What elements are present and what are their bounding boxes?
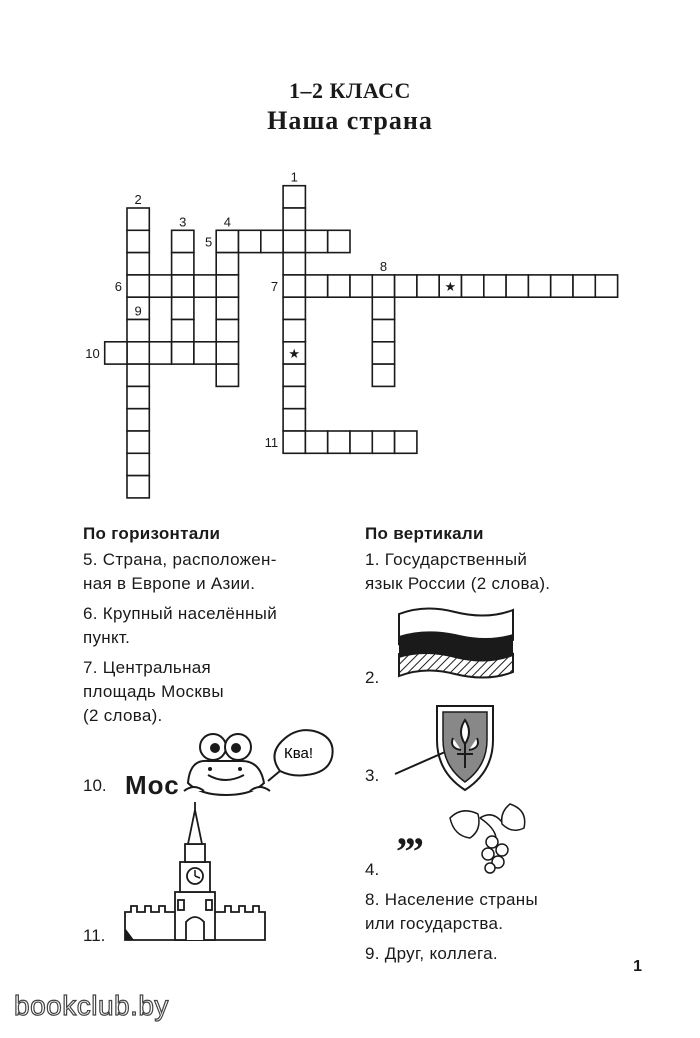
clue-3-number: 3. — [365, 766, 380, 785]
crossword-cell[interactable] — [172, 230, 194, 252]
crossword-cell[interactable] — [372, 320, 394, 342]
crossword-cell[interactable] — [372, 431, 394, 453]
crossword-cell[interactable] — [305, 275, 327, 297]
clue-10-text: Мос — [125, 770, 180, 800]
crossword-cell[interactable] — [194, 275, 216, 297]
crossword-cell[interactable] — [127, 476, 149, 498]
crossword-cell[interactable] — [216, 253, 238, 275]
star-icon: ★ — [288, 345, 301, 361]
crossword-cell[interactable] — [216, 342, 238, 364]
crossword-cell[interactable] — [328, 275, 350, 297]
crossword-cell[interactable] — [172, 297, 194, 319]
kremlin-tower-icon — [120, 800, 270, 945]
down-clues-bottom — [365, 888, 635, 972]
crossword-cell[interactable] — [283, 364, 305, 386]
clue-number-4: 4 — [223, 214, 231, 230]
crossword-cell[interactable] — [216, 364, 238, 386]
frog-speech: Ква! — [284, 745, 314, 762]
crossword-cell[interactable] — [283, 386, 305, 408]
crossword-cell[interactable] — [283, 409, 305, 431]
crossword-cell[interactable] — [149, 342, 171, 364]
crossword-cell[interactable] — [395, 275, 417, 297]
crossword-cell[interactable] — [328, 431, 350, 453]
across-clues — [83, 522, 353, 734]
clue-11-number: 11. — [83, 926, 106, 945]
crossword-cell[interactable] — [528, 275, 550, 297]
crossword-cell[interactable] — [216, 297, 238, 319]
russian-flag-icon — [395, 600, 520, 690]
clue-4-number: 4. — [365, 860, 380, 879]
crossword-cell[interactable] — [127, 409, 149, 431]
clue-number-10: 10 — [85, 345, 100, 361]
crossword-cell[interactable] — [283, 275, 305, 297]
clue-8: 8. Население страны или государства. — [365, 890, 538, 933]
crossword-cell[interactable] — [127, 364, 149, 386]
crossword-cell[interactable] — [372, 364, 394, 386]
clue-number-7: 7 — [270, 279, 279, 295]
crossword-cell[interactable] — [551, 275, 573, 297]
crossword-cell[interactable] — [372, 275, 394, 297]
clue-number-6: 6 — [114, 279, 122, 295]
crossword-cell[interactable] — [261, 230, 283, 252]
star-icon: ★ — [444, 279, 457, 295]
crossword-cell[interactable] — [149, 275, 171, 297]
crossword-cell[interactable] — [194, 342, 216, 364]
crossword-cell[interactable] — [127, 275, 149, 297]
clue-number-11: 11 — [264, 435, 279, 451]
crossword-cell[interactable] — [127, 342, 149, 364]
crossword-cell[interactable] — [595, 275, 617, 297]
crossword-cell[interactable] — [216, 230, 238, 252]
clue-number-3: 3 — [179, 214, 187, 230]
grade-heading: 1–2 КЛАСС — [289, 78, 411, 103]
crossword-cell[interactable] — [283, 208, 305, 230]
crossword-cell[interactable] — [283, 186, 305, 208]
clue-1: 1. Государственный язык России (2 слова). — [365, 550, 551, 593]
crossword-cell[interactable] — [417, 275, 439, 297]
page-title: Наша страна — [267, 106, 433, 135]
crossword-cell[interactable] — [395, 431, 417, 453]
crossword-cell[interactable] — [172, 320, 194, 342]
clue-number-1: 1 — [290, 169, 298, 185]
crossword-cell[interactable] — [283, 320, 305, 342]
crossword-cell[interactable] — [105, 342, 127, 364]
down-clues — [365, 522, 635, 602]
crossword-cell[interactable] — [127, 431, 149, 453]
crossword-cell[interactable] — [216, 320, 238, 342]
crossword-cell[interactable] — [283, 230, 305, 252]
watermark: bookclub.by — [14, 990, 169, 1021]
clue-number-5: 5 — [204, 234, 213, 250]
clue-number-9: 9 — [134, 303, 142, 319]
clue-6: 6. Крупный населённый пункт. — [83, 604, 277, 647]
crossword-cell[interactable] — [350, 431, 372, 453]
clue-10-number: 10. — [83, 776, 107, 795]
clue-2-number: 2. — [365, 668, 380, 687]
speech-bubble — [268, 730, 333, 781]
crossword-cell[interactable] — [127, 386, 149, 408]
across-heading: По горизонтали — [83, 524, 221, 543]
crossword-cell[interactable] — [172, 275, 194, 297]
crossword-cell[interactable] — [573, 275, 595, 297]
crossword-cell[interactable] — [350, 275, 372, 297]
crossword-cell[interactable] — [283, 431, 305, 453]
crossword-cell[interactable] — [506, 275, 528, 297]
crossword-cell[interactable] — [216, 275, 238, 297]
crossword-cell[interactable] — [127, 253, 149, 275]
down-heading: По вертикали — [365, 524, 484, 543]
crossword-cell[interactable] — [462, 275, 484, 297]
grape-branch-icon — [440, 798, 535, 883]
crossword-cell[interactable] — [127, 320, 149, 342]
crossword-cell[interactable] — [127, 230, 149, 252]
crossword-cell[interactable] — [127, 208, 149, 230]
clue-7: 7. Центральная площадь Москвы (2 слова). — [83, 658, 224, 725]
coat-of-arms-icon — [365, 700, 505, 795]
crossword-cell[interactable] — [305, 230, 327, 252]
clue-9: 9. Друг, коллега. — [365, 944, 498, 963]
crossword-cell[interactable] — [372, 297, 394, 319]
crossword-cell[interactable] — [283, 253, 305, 275]
crossword-cell[interactable] — [484, 275, 506, 297]
clue-4-marks: ’’’ — [395, 829, 424, 874]
clue-number-8: 8 — [379, 258, 388, 274]
clue-5: 5. Страна, расположен- ная в Европе и Азии. — [83, 550, 277, 593]
crossword-cell[interactable] — [172, 342, 194, 364]
clue-number-2: 2 — [134, 192, 142, 207]
crossword-cell[interactable] — [328, 230, 350, 252]
crossword-cell[interactable] — [372, 342, 394, 364]
crossword-cell[interactable] — [172, 253, 194, 275]
crossword-cell[interactable] — [239, 230, 261, 252]
page-number: 1 — [633, 958, 642, 975]
crossword-cell[interactable] — [283, 297, 305, 319]
frog-icon — [180, 725, 340, 805]
crossword-cell[interactable] — [305, 431, 327, 453]
crossword-cell[interactable] — [127, 453, 149, 475]
